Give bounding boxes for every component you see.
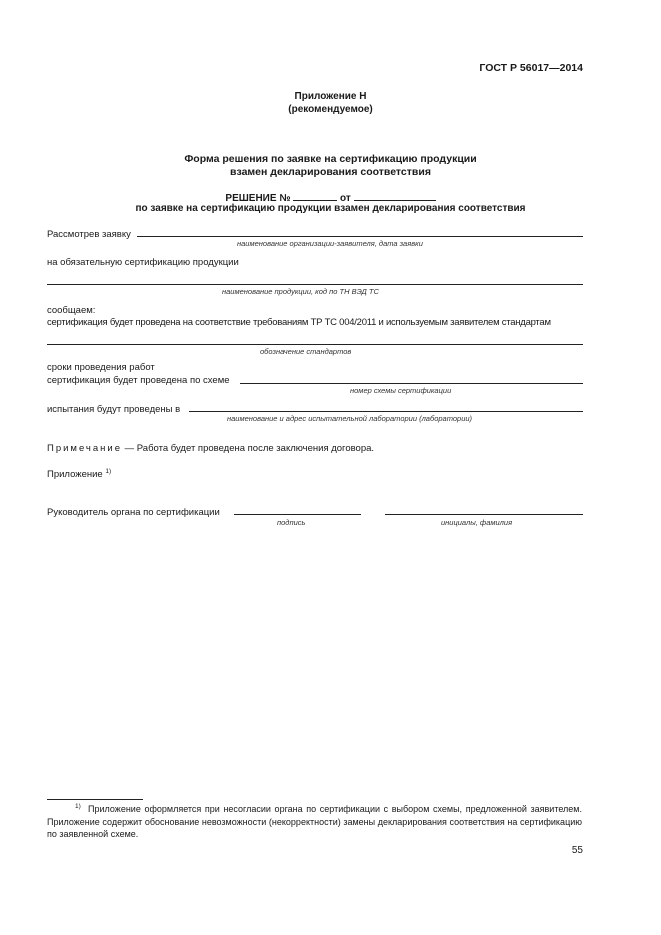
product-field-line[interactable] <box>47 284 583 285</box>
appendix-label: Приложение <box>47 469 103 480</box>
signature-label: Руководитель органа по сертификации <box>47 507 220 518</box>
inform-label: сообщаем: <box>47 305 96 316</box>
note <box>47 443 374 455</box>
considered-label: Рассмотрев заявку <box>47 229 131 240</box>
signature-field-line[interactable] <box>234 514 361 515</box>
decision-number-field[interactable] <box>293 190 337 201</box>
product-caption: наименование продукции, код по ТН ВЭД ТС <box>222 287 379 296</box>
name-field-line[interactable] <box>385 514 583 515</box>
scheme-caption: номер схемы сертификации <box>350 386 452 395</box>
footnote <box>47 803 582 841</box>
scheme-label: сертификация будет проведена по схеме <box>47 375 230 386</box>
decision-subtitle: по заявке на сертификацию продукции взамен декларирования соответствия <box>135 203 526 214</box>
tests-label: испытания будут проведены в <box>47 404 181 415</box>
decision-from-label: от <box>340 193 351 204</box>
applicant-caption: наименование организации-заявителя, дата заявки <box>237 239 423 248</box>
lab-caption: наименование и адрес испытательной лаборатории (лаборатории) <box>227 414 473 423</box>
form-title-line2: взамен декларирования соответствия <box>230 166 431 178</box>
signature-caption: подпись <box>277 518 306 527</box>
footnote-text: Приложение оформляется при несогласии органа по сертификации с выбором схемы, предложенной заявителем. Приложение содержит обоснование невозможности (некорректности) замены декларирования соответствия на сертификацию по заявленной схеме. <box>47 804 582 840</box>
standards-caption: обозначение стандартов <box>260 347 352 356</box>
footnote-mark: 1) <box>75 803 81 810</box>
terms-label: сроки проведения работ <box>47 362 155 373</box>
document-code: ГОСТ Р 56017—2014 <box>479 62 583 74</box>
applicant-field-line[interactable] <box>137 236 583 237</box>
appendix <box>47 469 111 481</box>
footnote-separator <box>47 799 143 800</box>
note-text: — Работа будет проведена после заключения договора. <box>122 443 375 454</box>
lab-field-line[interactable] <box>189 411 583 412</box>
annex-subtitle: (рекомендуемое) <box>288 104 373 115</box>
standards-field-line[interactable] <box>47 344 583 345</box>
appendix-footnote-mark[interactable]: 1) <box>105 467 112 475</box>
name-caption: инициалы, фамилия <box>441 518 513 527</box>
form-title-line1: Форма решения по заявке на сертификацию продукции <box>184 153 477 165</box>
certification-text: сертификация будет проведена на соответствие требованиям ТР ТС 004/2011 и используемым заявителем стандартам <box>47 317 551 328</box>
page-number: 55 <box>571 845 583 856</box>
decision-label: РЕШЕНИЕ № <box>225 193 291 204</box>
note-label: Примечание <box>47 443 122 454</box>
mandatory-label: на обязательную сертификацию продукции <box>47 257 239 268</box>
decision-date-field[interactable] <box>354 190 436 201</box>
annex-title: Приложение Н <box>294 91 367 102</box>
scheme-field-line[interactable] <box>240 383 583 384</box>
